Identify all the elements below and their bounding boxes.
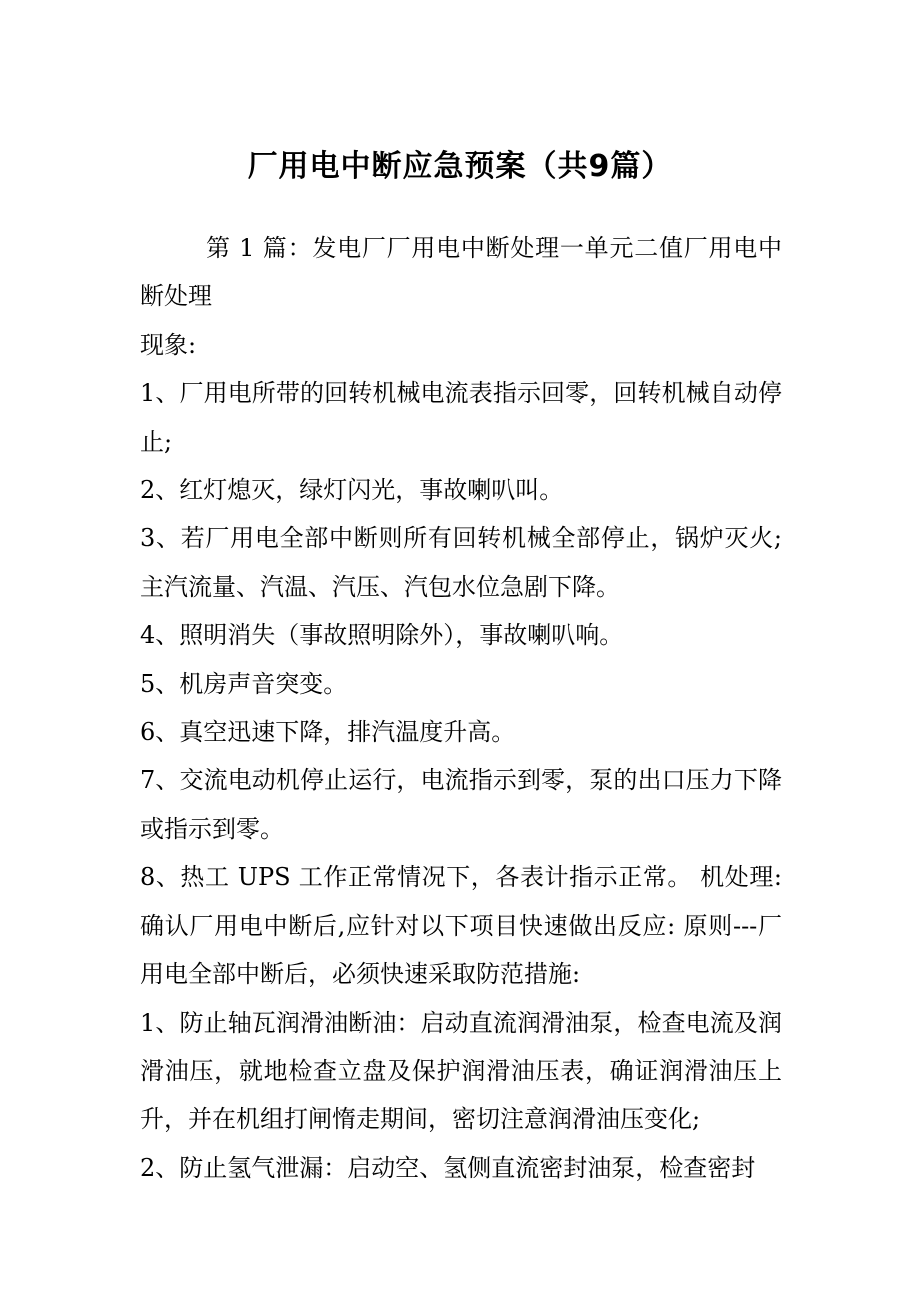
document-title: 厂用电中断应急预案（共9篇）	[247, 149, 673, 184]
chapter-heading-paragraph: 第 1 篇：发电厂厂用电中断处理一单元二值厂用电中断处理	[140, 234, 782, 311]
handling-item-2: 2、防止氢气泄漏：启动空、氢侧直流密封油泵，检查密封	[140, 1153, 756, 1182]
phenomenon-item-8-and-handling-intro: 8、热工 UPS 工作正常情况下，各表计指示正常。 机处理:确认厂用电中断后,应针对以下项目快速做出反应: 原则---厂用电全部中断后，必须快速采取防范措施:	[140, 863, 782, 989]
phenomenon-item-4: 4、照明消失（事故照明除外），事故喇叭响。	[140, 621, 624, 650]
phenomenon-item-6: 6、真空迅速下降，排汽温度升高。	[140, 718, 516, 747]
phenomenon-item-5: 5、机房声音突变。	[140, 669, 348, 698]
phenomenon-item-7: 7、交流电动机停止运行，电流指示到零，泵的出口压力下降或指示到零。	[140, 766, 782, 843]
handling-item-1: 1、防止轴瓦润滑油断油：启动直流润滑油泵，检查电流及润滑油压，就地检查立盘及保护润滑油压表，确证润滑油压上升，并在机组打闸惰走期间，密切注意润滑油压变化;	[140, 1008, 782, 1134]
phenomenon-item-3: 3、若厂用电全部中断则所有回转机械全部停止，锅炉灭火;主汽流量、汽温、汽压、汽包水位急剧下降。	[140, 524, 782, 601]
phenomenon-item-1: 1、厂用电所带的回转机械电流表指示回零，回转机械自动停止;	[140, 379, 782, 456]
section-label-phenomena: 现象:	[140, 330, 197, 359]
document-body	[140, 224, 782, 1192]
phenomenon-item-2: 2、红灯熄灭，绿灯闪光，事故喇叭叫。	[140, 476, 564, 505]
